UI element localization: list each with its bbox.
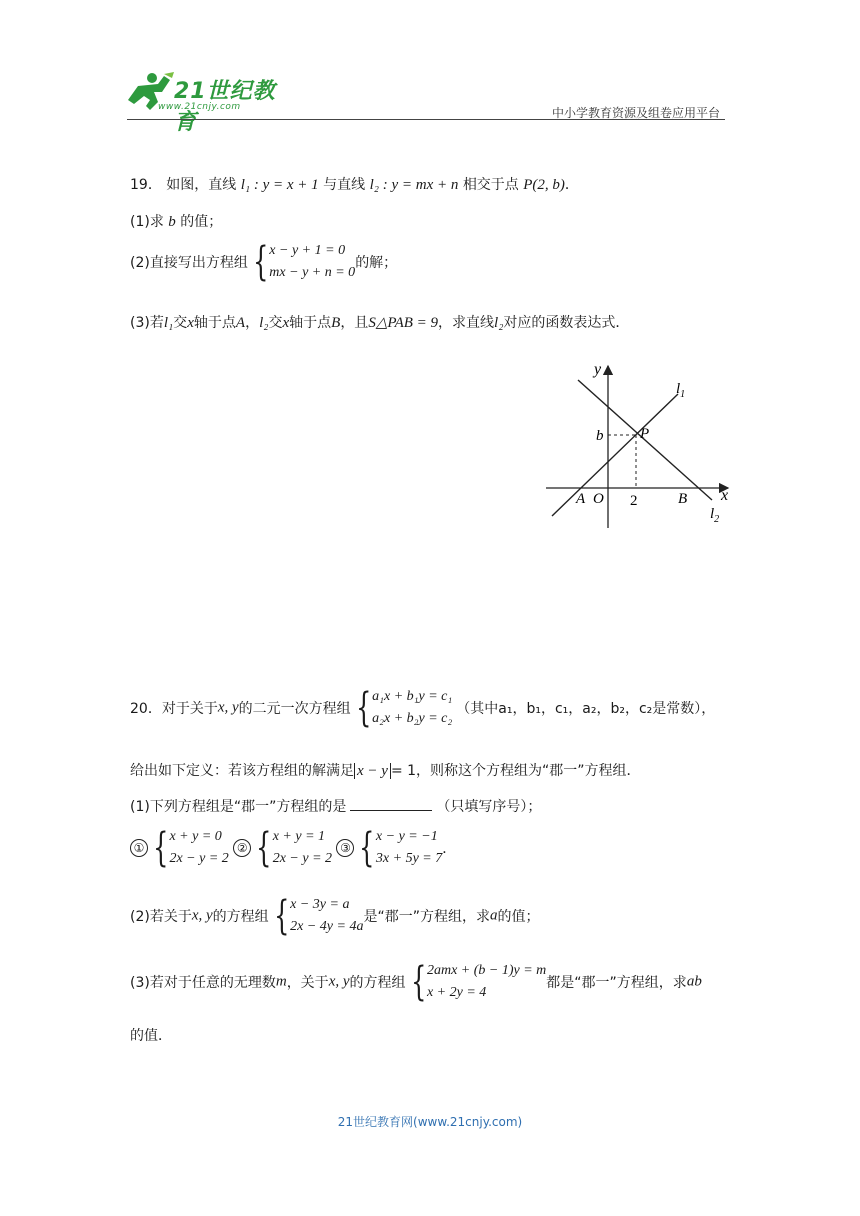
logo-text: 21世纪教育 bbox=[174, 79, 276, 135]
q19-p3-text-a: (3)若 bbox=[130, 315, 164, 331]
q20-p1-text: (1)下列方程组是“郡一”方程组的是 bbox=[130, 799, 347, 815]
y-axis-label: y bbox=[594, 361, 602, 378]
q20-option2-brace: { bbox=[256, 825, 272, 871]
q19-p1-var: b bbox=[168, 214, 176, 230]
q19-p3-text-g: ，且 bbox=[340, 315, 369, 331]
q20-part1 bbox=[130, 796, 541, 816]
q19-part3 bbox=[130, 312, 629, 332]
q19-p2-label: (2)直接写出方程组 bbox=[130, 255, 248, 271]
q20-p2-vars: x, y bbox=[191, 907, 213, 924]
q20-part3 bbox=[130, 960, 702, 1004]
q19-p3-x2: x bbox=[282, 315, 290, 331]
q19-point: P(2, b) bbox=[523, 177, 565, 193]
q20-p3-eq1: 2amx + (b − 1)y = m bbox=[426, 963, 547, 978]
q20-def-abs: x − y bbox=[354, 763, 391, 779]
x-axis-label: x bbox=[721, 487, 729, 504]
q20-def-a: 给出如下定义：若该方程组的解满足 bbox=[130, 763, 354, 779]
q20-options bbox=[130, 826, 456, 870]
q19-intro: 如图，直线 bbox=[166, 177, 237, 193]
q20-p3-brace: { bbox=[410, 959, 426, 1005]
q19-figure bbox=[540, 358, 740, 533]
q20-p3-b: ，关于 bbox=[286, 975, 329, 991]
header bbox=[0, 0, 860, 135]
q20-option2-eq2: 2x − y = 2 bbox=[272, 851, 333, 866]
q20-def-b: = 1，则称这个方程组为“郡一”方程组． bbox=[390, 763, 641, 779]
b-tick-label: b bbox=[596, 428, 604, 444]
q20-p2-eq2: 2x − 4y = 4a bbox=[290, 919, 364, 934]
q20-p3-system bbox=[427, 960, 546, 1004]
q20-option1-eq2: 2x − y = 2 bbox=[169, 851, 229, 866]
two-tick-label: 2 bbox=[630, 493, 638, 509]
q20-p2-d: 的值； bbox=[497, 909, 540, 925]
q20-option2-number: ② bbox=[233, 839, 251, 857]
q20-eq1: a₁x + b₁y = c₁ bbox=[372, 689, 453, 704]
q20-part3-end bbox=[130, 1025, 172, 1045]
q19-p3-l1: l₁ bbox=[163, 315, 174, 331]
q19-period: ． bbox=[564, 177, 579, 193]
q19-part1 bbox=[130, 211, 222, 231]
q20-vars: x, y bbox=[217, 699, 239, 716]
q19-p2-brace: { bbox=[252, 239, 269, 285]
q19-p3-A: A bbox=[235, 315, 246, 331]
q19-p3-x1: x bbox=[187, 315, 194, 331]
q20-p3-c: 的方程组 bbox=[349, 975, 406, 991]
q19-mid: 与直线 bbox=[323, 177, 366, 193]
q19-p3-B: B bbox=[331, 315, 341, 331]
q20-p2-eq1: x − 3y = a bbox=[290, 897, 350, 912]
q20-p3-vars: x, y bbox=[328, 973, 350, 990]
q19-stem bbox=[130, 174, 579, 194]
q20-option2-eq1: x + y = 1 bbox=[272, 829, 326, 844]
q20-note: （其中a₁，b₁，c₁，a₂，b₂，c₂是常数）， bbox=[456, 701, 716, 717]
q20-p2-a: (2)若关于 bbox=[130, 909, 192, 925]
q20-option3-eq2: 3x + 5y = 7 bbox=[375, 851, 443, 866]
logo bbox=[124, 70, 294, 135]
l2-label: $l_2$ bbox=[710, 506, 720, 525]
q20-stem bbox=[130, 686, 715, 730]
q20-p2-system bbox=[290, 894, 363, 938]
q20-intro2: 的二元一次方程组 bbox=[238, 701, 351, 717]
q20-option3-brace: { bbox=[359, 825, 375, 871]
q20-option2-system bbox=[273, 826, 332, 870]
q20-p2-b: 的方程组 bbox=[212, 909, 269, 925]
q20-part2 bbox=[130, 894, 539, 938]
q20-p2-c: 是“郡一”方程组，求 bbox=[363, 909, 490, 925]
q19-p3-text-h: ，求直线 bbox=[438, 315, 495, 331]
q20-options-end: ． bbox=[442, 841, 457, 857]
q20-intro: 对于关于 bbox=[161, 701, 218, 717]
q20-option1-number: ① bbox=[130, 839, 148, 857]
point-A-label: A bbox=[576, 491, 586, 507]
q20-p3-eq2: x + 2y = 4 bbox=[426, 985, 487, 1000]
q20-p2-var: a bbox=[489, 907, 498, 924]
q19-l1-equation: l₁ : y = x + 1 bbox=[240, 177, 319, 193]
point-B-label: B bbox=[678, 491, 688, 507]
q19-p3-text-d: ， bbox=[245, 315, 260, 331]
q19-p2-end: 的解； bbox=[355, 255, 398, 271]
q19-p2-system bbox=[269, 240, 355, 284]
q19-p3-l2b: l₂ bbox=[494, 315, 504, 331]
q19-p3-area: S△PAB = 9 bbox=[368, 315, 439, 331]
q20-definition bbox=[130, 760, 641, 780]
q20-option1-brace: { bbox=[153, 825, 169, 871]
q19-p1-end: 的值； bbox=[180, 214, 223, 230]
origin-label: O bbox=[593, 491, 604, 507]
header-divider bbox=[127, 119, 725, 120]
q20-option3-system bbox=[376, 826, 442, 870]
q19-p3-text-e: 交 bbox=[268, 315, 283, 331]
q20-option3-eq1: x − y = −1 bbox=[375, 829, 438, 844]
q19-end: 相交于点 bbox=[462, 177, 519, 193]
q20-system bbox=[372, 686, 452, 730]
q19-p3-text-b: 交 bbox=[173, 315, 188, 331]
q20-option3-number: ③ bbox=[336, 839, 354, 857]
q20-option1-eq1: x + y = 0 bbox=[169, 829, 222, 844]
q20-eq2: a₂x + b₂y = c₂ bbox=[372, 711, 453, 726]
q19-p2-eq1: x − y + 1 = 0 bbox=[269, 243, 346, 258]
l1-label: $l_1$ bbox=[676, 381, 686, 400]
q20-p3-d: 都是“郡一”方程组，求 bbox=[546, 975, 687, 991]
q19-p3-l2: l₂ bbox=[259, 315, 269, 331]
q19-p1-label: (1)求 bbox=[130, 214, 164, 230]
footer[interactable]: 21世纪教育网(www.21cnjy.com) bbox=[337, 1115, 523, 1129]
q20-option1-system bbox=[169, 826, 228, 870]
q19-p3-text-f: 轴于点 bbox=[289, 315, 332, 331]
q20-p1-answer-blank[interactable] bbox=[350, 796, 432, 811]
q19-p2-eq2: mx − y + n = 0 bbox=[269, 265, 356, 280]
header-tagline: 中小学教育资源及组卷应用平台 bbox=[551, 106, 720, 120]
q20-brace: { bbox=[355, 685, 372, 731]
q20-p3-m: m bbox=[275, 973, 287, 990]
q20-p2-brace: { bbox=[273, 893, 290, 939]
q20-p3-a: (3)若对于任意的无理数 bbox=[130, 975, 276, 991]
q19-number: 19． bbox=[130, 177, 162, 193]
q20-p3-e: 的值． bbox=[130, 1028, 172, 1044]
q20-number: 20． bbox=[130, 701, 162, 717]
logo-url: www.21cnjy.com bbox=[158, 102, 241, 112]
q19-part2 bbox=[130, 240, 397, 284]
q19-p3-text-i: 对应的函数表达式． bbox=[503, 315, 630, 331]
q19-p3-text-c: 轴于点 bbox=[193, 315, 236, 331]
q20-p1-end: （只填写序号）； bbox=[436, 799, 542, 815]
q20-p3-ab: ab bbox=[686, 973, 702, 990]
point-P-label: P bbox=[640, 426, 650, 442]
q19-l2-equation: l₂ : y = mx + n bbox=[369, 177, 459, 193]
